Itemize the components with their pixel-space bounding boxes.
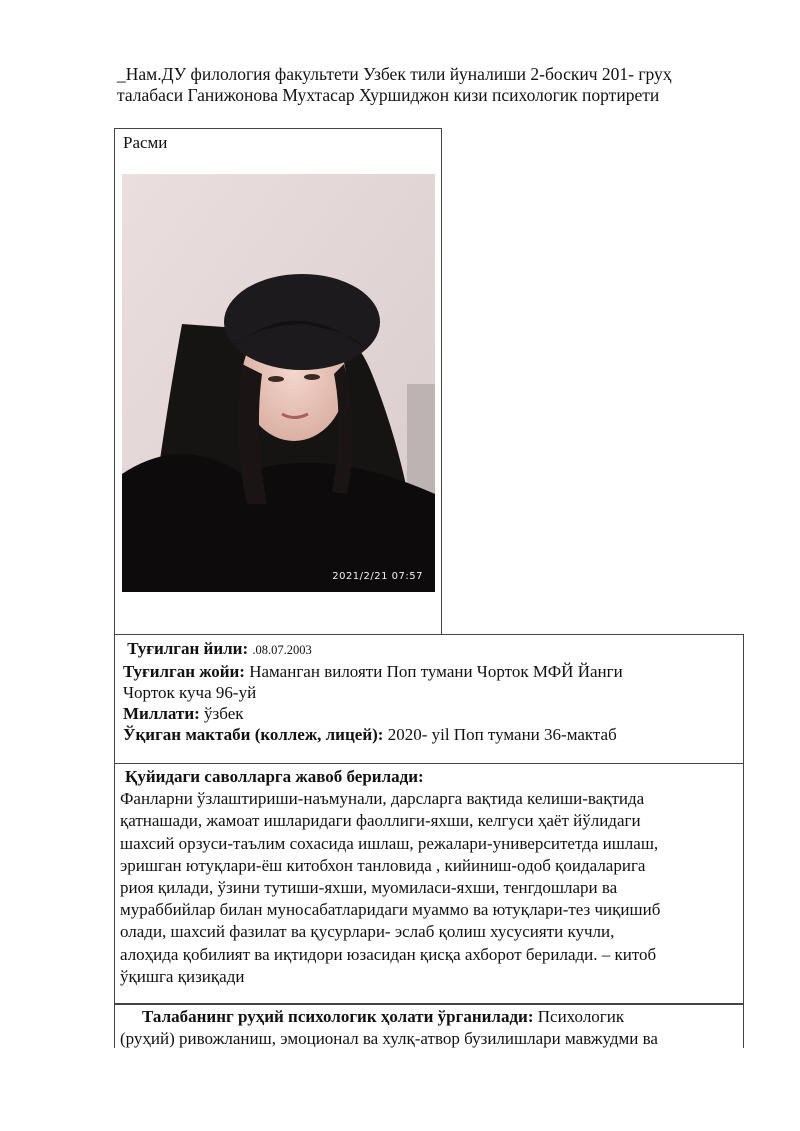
document-heading	[117, 64, 757, 106]
nationality-label: Миллати:	[123, 704, 200, 723]
questions-line: риоя қилади, ўзини тутиши-яхши, муомиласи-яхши, тенгдошлари ва	[120, 878, 618, 898]
photo-timestamp: 2021/2/21 07:57	[332, 571, 423, 582]
school-label: Ўқиган мактаби (коллеж, лицей):	[123, 725, 384, 744]
school-value: 2020- yil Поп тумани 36-мактаб	[387, 725, 617, 744]
nationality-row	[123, 703, 743, 724]
school-row	[123, 724, 743, 745]
portrait-image	[122, 174, 435, 592]
birth-place-row	[123, 661, 743, 682]
heading-line-1: _Нам.ДУ филология факультети Узбек тили йуналиши 2-боскич 201- груҳ	[117, 64, 672, 84]
birth-year-value: .08.07.2003	[252, 643, 312, 657]
questions-line: ўқишга қизиқади	[120, 966, 245, 986]
photo-cell	[114, 128, 442, 634]
psychology-line-1-rest: Психологик	[533, 1007, 625, 1026]
questions-line: шахсий орзуси-таълим сохасида ишлаш, режалари-университетда ишлаш,	[120, 833, 659, 853]
heading-line-2: талабаси Ганижонова Мухтасар Хуршиджон кизи психологик портирети	[117, 85, 660, 105]
birth-place-label: Туғилган жойи:	[123, 662, 245, 681]
psychology-line-2: (руҳий) ривожланиш, эмоционал ва хулқ-атвор бузилишлари мавжудми ва	[120, 1029, 658, 1048]
nationality-value: ўзбек	[204, 704, 244, 723]
photo-label: Расми	[123, 133, 168, 152]
questions-cell	[114, 764, 744, 1004]
birth-year-label: Туғилган йили:	[127, 639, 249, 658]
psychology-line-1	[120, 1006, 743, 1028]
student-photo	[122, 174, 435, 592]
questions-title: Қуйидаги саволларга жавоб берилади:	[125, 767, 424, 786]
psychology-cell	[114, 1004, 744, 1048]
questions-line: мураббийлар билан муносабатларидаги муаммо ва ютуқлари-тез чиқишиб	[120, 900, 661, 920]
psychology-label: Талабанинг руҳий психологик ҳолати ўрганилади:	[142, 1007, 534, 1026]
questions-line: олади, шахсий фазилат ва қусурлари- эслаб қолиш хусусияти кучли,	[120, 922, 615, 942]
birth-place-value-1: Наманган вилояти Поп тумани Чорток МФЙ Йанги	[249, 662, 623, 681]
questions-line: эришган ютуқлари-ёш китобхон танловида , кийиниш-одоб қоидаларига	[120, 855, 646, 875]
birth-year-row	[123, 638, 743, 661]
birth-place-value-2: Чорток куча 96-уй	[123, 683, 257, 702]
personal-info-cell	[114, 634, 744, 764]
questions-line: алоҳида қобилият ва иқтидори юзасидан қисқа ахборот берилади. – китоб	[120, 944, 657, 964]
questions-line: Фанларни ўзлаштириши-наъмунали, дарсларга вақтида келиши-вақтида	[120, 789, 645, 809]
questions-line: қатнашади, жамоат ишларидаги фаоллиги-яхши, келгуси ҳаёт йўлидаги	[120, 811, 641, 831]
